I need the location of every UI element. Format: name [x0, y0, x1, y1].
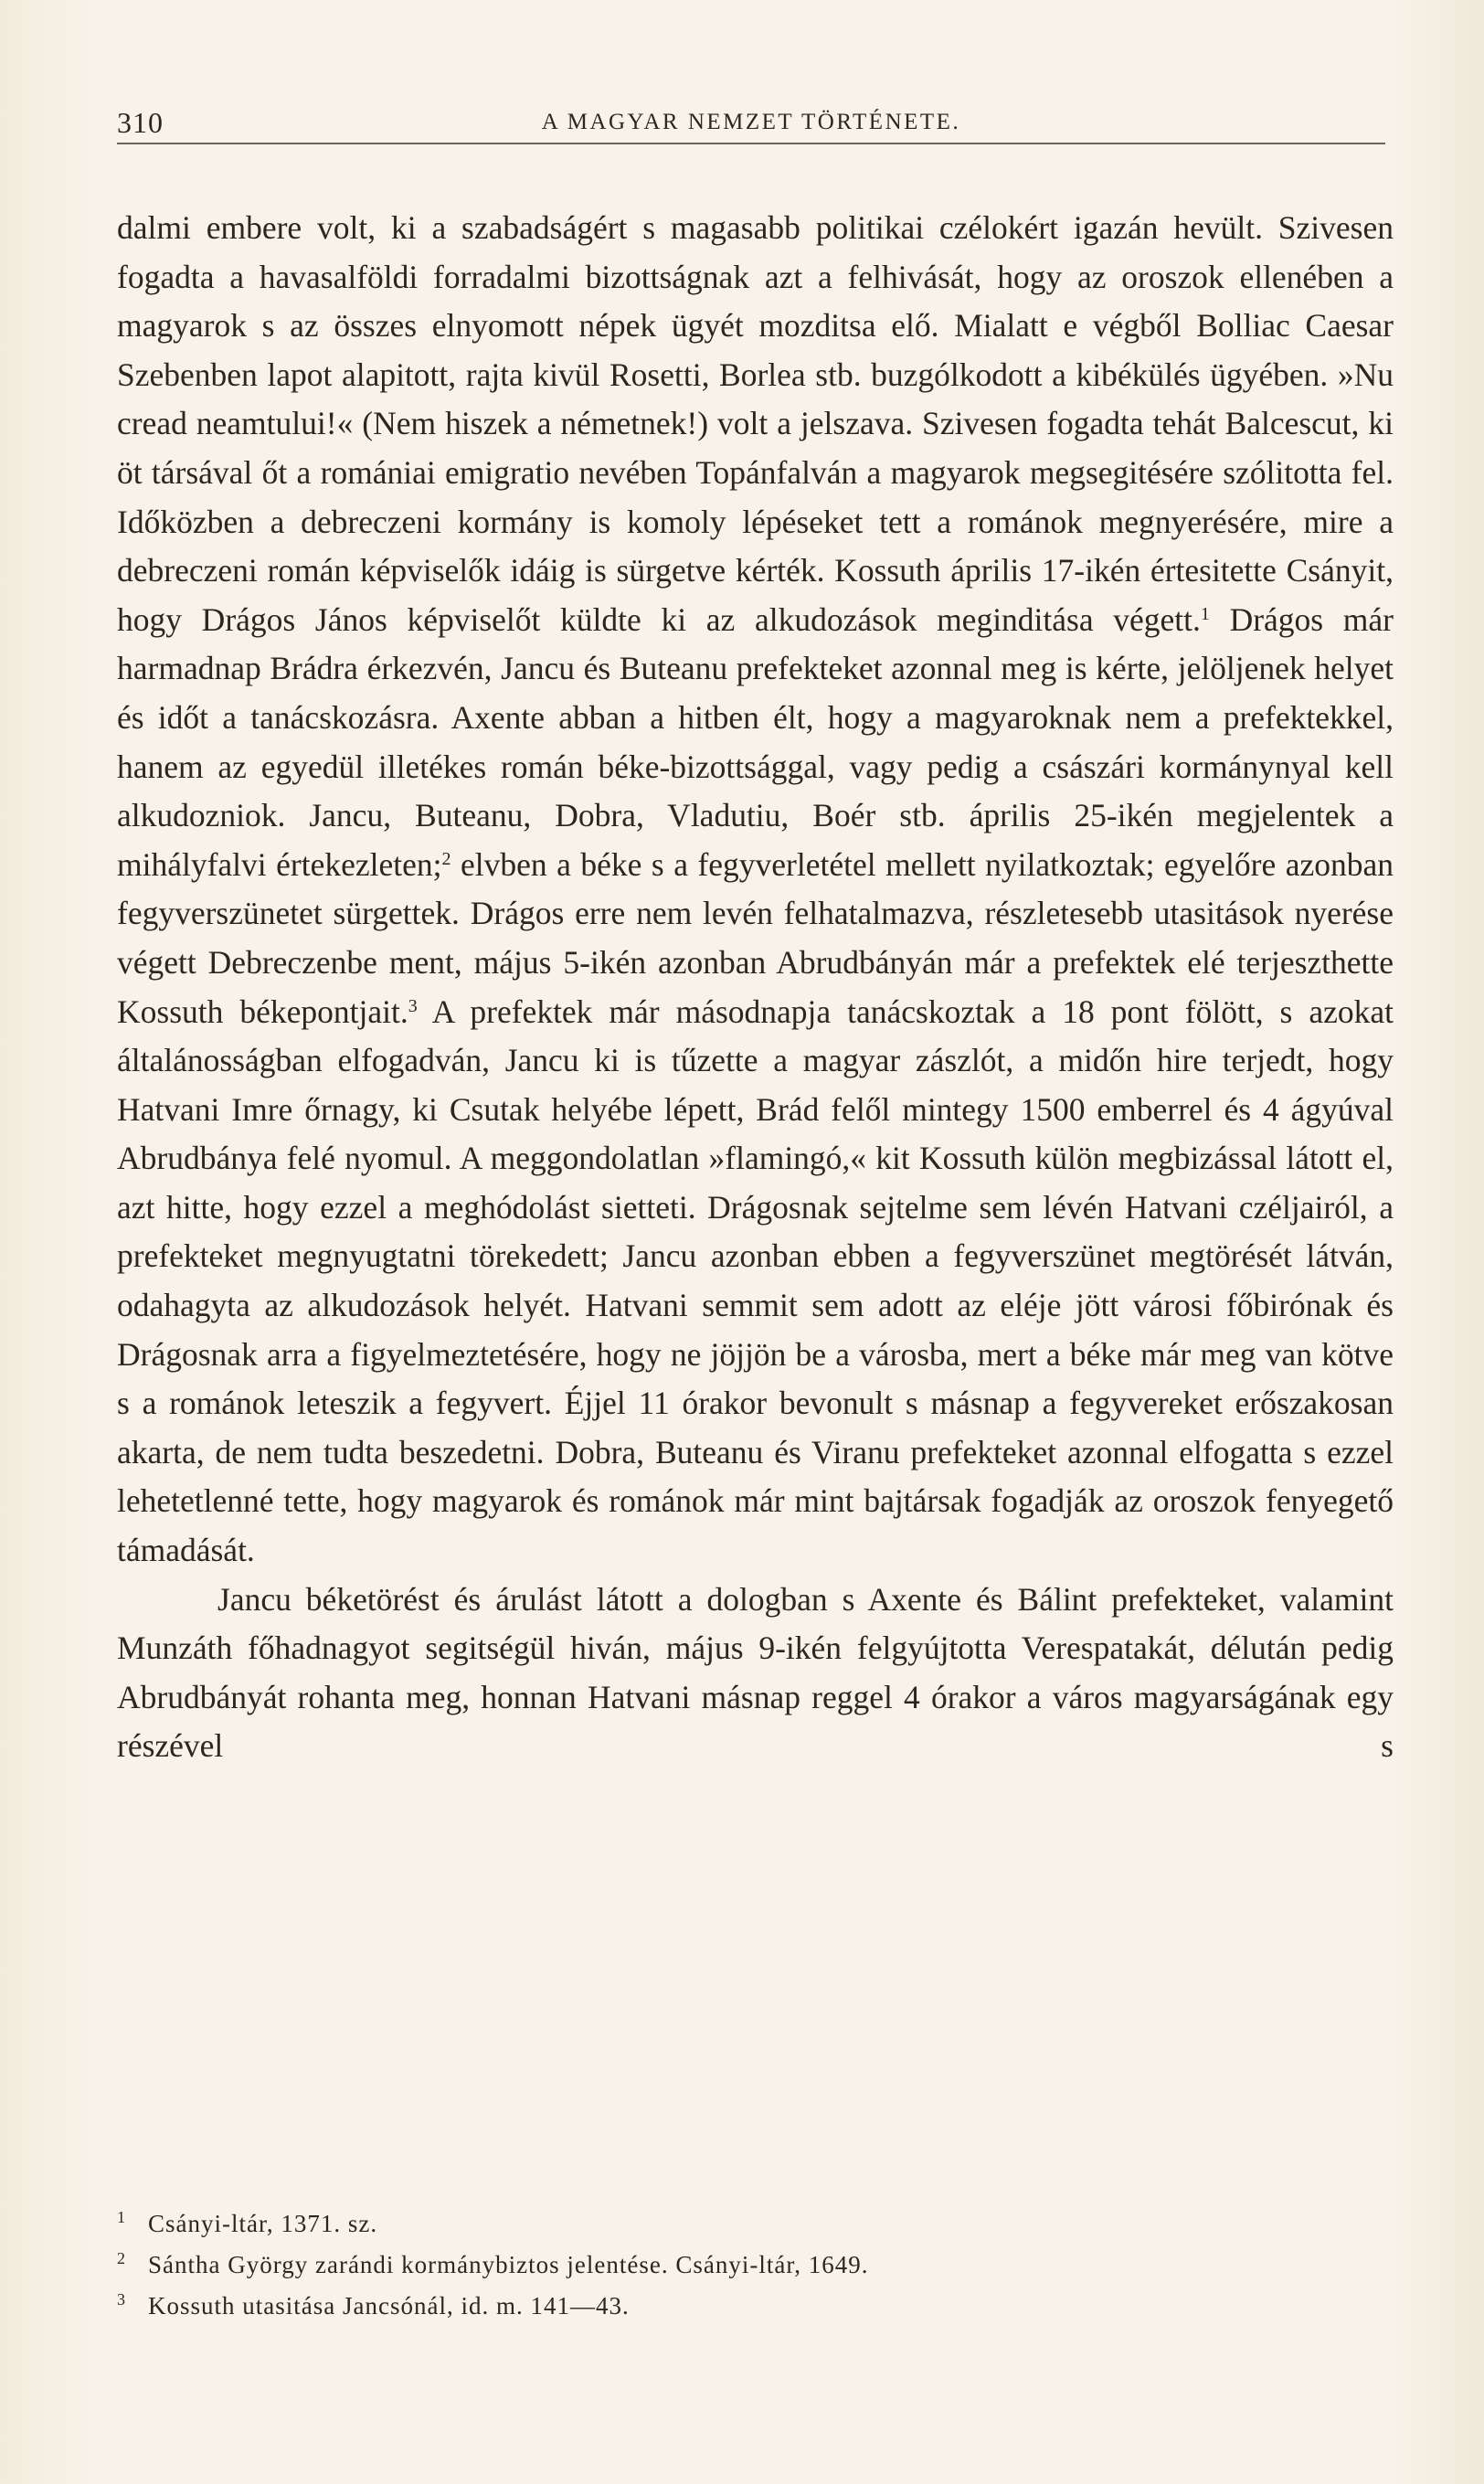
footnote-text: Csányi-ltár, 1371. sz.	[148, 2210, 378, 2237]
text-segment: A prefektek már másodnapja tanácskoztak a 18 pont fölött, s azokat általánosságban elfogadván, Jancu ki is tűzette a magyar zászlót, a midőn hire terjedt, hogy Hatvani Imre őrnagy, ki Csutak helyébe lépett, Brád felől mintegy 1500 emberrel és 4 ágyúval Abrudbánya felé nyomul. A meggondolatlan »flamingó,« kit Kossuth külön megbizással látott el, azt hitte, hogy ezzel a meghódolást sietteti. Drágosnak sejtelme sem lévén Hatvani czéljairól, a prefekteket megnyugtatni törekedett; Jancu azonban ebben a fegyverszünet megtörését látván, odahagyta az alkudozások helyét. Hatvani semmit sem adott az eléje jött városi főbirónak és Drágosnak arra a figyelmeztetésére, hogy ne jöjjön be a városba, mert a béke már meg van kötve s a románok leteszik a fegyvert. Éjjel 11 órakor bevonult s másnap a fegyvereket erőszakosan akarta, de nem tudta beszedetni. Dobra, Buteanu és Viranu prefekteket azonnal elfogatta s ezzel lehetetlenné tette, hogy magyarok és románok már mint bajtársak fogadják az oroszok fenyegető támadását.	[117, 993, 1394, 1569]
footnotes	[117, 2204, 1394, 2328]
footnote	[117, 2287, 1394, 2328]
footnote-mark: 2	[117, 2249, 126, 2267]
paragraph: Jancu béketörést és árulást látott a dologban s Axente és Bálint prefekteket, valamint Munzáth főhadnagyot segitségül hiván, május 9-ikén felgyújtotta Verespatakát, délután pedig Abrudbányát rohanta meg, honnan Hatvani másnap reggel 4 órakor a város magyarságának egy részével s	[117, 1580, 1394, 1765]
footnote-mark: 1	[117, 2208, 126, 2226]
text-segment: Drágos már harmadnap Brádra érkezvén, Jancu és Buteanu prefekteket azonnal meg is kérte, jelöljenek helyet és időt a tanácskozásra. Axente abban a hitben élt, hogy a magyaroknak nem a prefektekkel, hanem az egyedül illetékes román béke-bizottsággal, vagy pedig a császári kormánynyal kell alkudozniok. Jancu, Buteanu, Dobra, Vladutiu, Boér stb. április 25-ikén megjelentek a mihályfalvi értekezleten;	[117, 600, 1394, 883]
footnote	[117, 2204, 1394, 2245]
footnote-reference: 2	[441, 848, 451, 869]
running-title: A MAGYAR NEMZET TÖRTÉNETE.	[541, 110, 961, 134]
text-segment: elvben a béke s a fegyverletétel mellett nyilatkoztak; egyelőre azonban fegyverszünetet sürgettek. Drágos erre nem levén felhatalmazva, részletesebb utasitások nyerése végett Debreczenbe ment, május 5-ikén azonban Abrudbányán már a prefektek elé terjeszthette Kossuth békepontjait.	[117, 845, 1394, 1030]
text-segment: dalmi embere volt, ki a szabadságért s magasabb politikai czélokért igazán hevült. Szivesen fogadta a havasalföldi forradalmi bizottságnak azt a felhivását, hogy az oroszok ellenében a magyarok s az összes elnyomott népek ügyét mozditsa elő. Mialatt e végből Bolliac Caesar Szebenben lapot alapitott, rajta kivül Rosetti, Borlea stb. buzgólkodott a kibékülés ügyében. »Nu cread neamtului!« (Nem hiszek a németnek!) volt a jelszava. Szivesen fogadta tehát Balcescut, ki öt társával őt a romániai emigratio nevében Topánfalván a magyarok megsegitésére szólitotta fel. Időközben a debreczeni kormány is komoly lépéseket tett a románok megnyerésére, mire a debreczeni román képviselők idáig is sürgetve kérték. Kossuth április 17-ikén értesitette Csányit, hogy Drágos János képviselőt küldte ki az alkudozások meginditása végett.	[117, 209, 1394, 638]
footnote-mark: 3	[117, 2290, 126, 2309]
main-text	[117, 204, 1394, 1771]
footnote-text: Kossuth utasitása Jancsónál, id. m. 141—43.	[148, 2292, 630, 2319]
paragraph	[117, 204, 1394, 1576]
footnote-text: Sántha György zarándi kormánybiztos jelentése. Csányi-ltár, 1649.	[148, 2251, 869, 2278]
footnote	[117, 2245, 1394, 2287]
page-number: 310	[117, 106, 164, 139]
footnote-reference: 3	[408, 995, 418, 1016]
footnote-reference: 1	[1200, 603, 1210, 624]
running-header	[117, 99, 1385, 144]
